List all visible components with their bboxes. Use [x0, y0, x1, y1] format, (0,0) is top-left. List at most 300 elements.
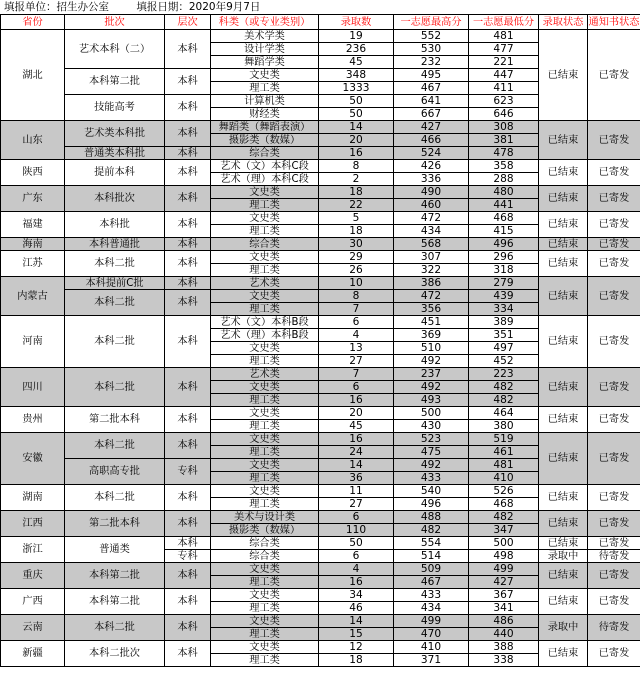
- max-score-cell: 434: [394, 602, 469, 615]
- category-cell: 艺术类: [211, 368, 319, 381]
- category-cell: 理工类: [211, 82, 319, 95]
- status-cell: 已结束: [539, 485, 588, 511]
- min-score-cell: 526: [469, 485, 539, 498]
- status-cell: 已结束: [539, 563, 588, 589]
- category-cell: 舞蹈类（舞蹈表演）: [211, 121, 319, 134]
- table-row: [1, 186, 640, 199]
- level-cell: 本科: [165, 186, 211, 212]
- status-cell: 已结束: [539, 212, 588, 238]
- min-score-cell: 411: [469, 82, 539, 95]
- max-score-cell: 492: [394, 381, 469, 394]
- status-cell: 已结束: [539, 160, 588, 186]
- max-score-cell: 460: [394, 199, 469, 212]
- filing-unit: 填报单位：招生办公室: [4, 1, 109, 13]
- max-score-cell: 554: [394, 537, 469, 550]
- min-score-cell: 623: [469, 95, 539, 108]
- category-cell: 艺术（理）本科B段: [211, 329, 319, 342]
- max-score-cell: 514: [394, 550, 469, 563]
- status-cell: 录取中: [539, 615, 588, 641]
- category-cell: 舞蹈学类: [211, 56, 319, 69]
- count-cell: 50: [319, 537, 394, 550]
- count-cell: 236: [319, 43, 394, 56]
- min-score-cell: 464: [469, 407, 539, 420]
- table-row: [1, 563, 640, 576]
- category-cell: 综合类: [211, 147, 319, 160]
- col-status-header: 录取状态: [539, 15, 588, 30]
- count-cell: 10: [319, 277, 394, 290]
- table-row: [1, 277, 640, 290]
- count-cell: 26: [319, 264, 394, 277]
- count-cell: 46: [319, 602, 394, 615]
- level-cell: 本科: [165, 537, 211, 550]
- count-cell: 6: [319, 550, 394, 563]
- status-cell: 已结束: [539, 511, 588, 537]
- category-cell: 文史类: [211, 485, 319, 498]
- province-cell: 安徽: [1, 433, 65, 485]
- level-cell: 本科: [165, 69, 211, 95]
- level-cell: 本科: [165, 277, 211, 290]
- batch-cell: 本科二批: [65, 316, 165, 368]
- level-cell: 本科: [165, 511, 211, 537]
- max-score-cell: 552: [394, 30, 469, 43]
- form-header: [0, 0, 640, 14]
- notice-cell: 已寄发: [588, 160, 640, 186]
- min-score-cell: 480: [469, 186, 539, 199]
- count-cell: 7: [319, 303, 394, 316]
- count-cell: 13: [319, 342, 394, 355]
- notice-cell: 已寄发: [588, 485, 640, 511]
- count-cell: 7: [319, 368, 394, 381]
- max-score-cell: 493: [394, 394, 469, 407]
- min-score-cell: 468: [469, 498, 539, 511]
- max-score-cell: 475: [394, 446, 469, 459]
- min-score-cell: 334: [469, 303, 539, 316]
- min-score-cell: 498: [469, 550, 539, 563]
- admissions-table: [0, 14, 640, 667]
- max-score-cell: 500: [394, 407, 469, 420]
- batch-cell: 本科二批: [65, 433, 165, 459]
- category-cell: 设计学类: [211, 43, 319, 56]
- category-cell: 艺术（理）本科C段: [211, 173, 319, 186]
- count-cell: 6: [319, 381, 394, 394]
- count-cell: 36: [319, 472, 394, 485]
- category-cell: 综合类: [211, 550, 319, 563]
- count-cell: 12: [319, 641, 394, 654]
- table-row: [1, 238, 640, 251]
- batch-cell: 普通类: [65, 537, 165, 563]
- status-cell: 已结束: [539, 186, 588, 212]
- max-score-cell: 356: [394, 303, 469, 316]
- province-cell: 湖南: [1, 485, 65, 511]
- province-cell: 山东: [1, 121, 65, 160]
- notice-cell: 已寄发: [588, 407, 640, 433]
- batch-cell: 艺术类本科批: [65, 121, 165, 147]
- notice-cell: 已寄发: [588, 186, 640, 212]
- category-cell: 文史类: [211, 251, 319, 264]
- batch-cell: 高职高专批: [65, 459, 165, 485]
- max-score-cell: 568: [394, 238, 469, 251]
- max-score-cell: 641: [394, 95, 469, 108]
- max-score-cell: 307: [394, 251, 469, 264]
- min-score-cell: 496: [469, 238, 539, 251]
- max-score-cell: 482: [394, 524, 469, 537]
- min-score-cell: 478: [469, 147, 539, 160]
- max-score-cell: 467: [394, 576, 469, 589]
- status-cell: 录取中: [539, 550, 588, 563]
- province-cell: 浙江: [1, 537, 65, 563]
- province-cell: 陕西: [1, 160, 65, 186]
- category-cell: 财经类: [211, 108, 319, 121]
- level-cell: 本科: [165, 563, 211, 589]
- max-score-cell: 488: [394, 511, 469, 524]
- min-score-cell: 381: [469, 134, 539, 147]
- batch-cell: 第二批本科: [65, 407, 165, 433]
- table-row: [1, 615, 640, 628]
- category-cell: 理工类: [211, 420, 319, 433]
- max-score-cell: 232: [394, 56, 469, 69]
- max-score-cell: 426: [394, 160, 469, 173]
- level-cell: 本科: [165, 316, 211, 368]
- batch-cell: 本科第二批: [65, 589, 165, 615]
- province-cell: 福建: [1, 212, 65, 238]
- min-score-cell: 308: [469, 121, 539, 134]
- level-cell: 本科: [165, 368, 211, 407]
- province-cell: 江苏: [1, 251, 65, 277]
- min-score-cell: 415: [469, 225, 539, 238]
- batch-cell: 本科提前C批: [65, 277, 165, 290]
- category-cell: 文史类: [211, 459, 319, 472]
- max-score-cell: 433: [394, 589, 469, 602]
- min-score-cell: 482: [469, 394, 539, 407]
- notice-cell: 已寄发: [588, 511, 640, 537]
- count-cell: 6: [319, 316, 394, 329]
- max-score-cell: 434: [394, 225, 469, 238]
- max-score-cell: 492: [394, 355, 469, 368]
- category-cell: 文史类: [211, 589, 319, 602]
- header-row: [1, 15, 640, 30]
- col-notice-header: 通知书状态: [588, 16, 640, 28]
- count-cell: 8: [319, 160, 394, 173]
- notice-cell: 已寄发: [588, 589, 640, 615]
- batch-cell: 本科普通批: [65, 238, 165, 251]
- count-cell: 348: [319, 69, 394, 82]
- max-score-cell: 492: [394, 459, 469, 472]
- table-row: [1, 433, 640, 446]
- count-cell: 2: [319, 173, 394, 186]
- min-score-cell: 482: [469, 381, 539, 394]
- level-cell: 本科: [165, 407, 211, 433]
- max-score-cell: 509: [394, 563, 469, 576]
- notice-cell: 已寄发: [588, 121, 640, 160]
- table-row: [1, 641, 640, 654]
- category-cell: 理工类: [211, 303, 319, 316]
- min-score-cell: 482: [469, 511, 539, 524]
- level-cell: 本科: [165, 30, 211, 69]
- min-score-cell: 296: [469, 251, 539, 264]
- category-cell: 文史类: [211, 290, 319, 303]
- count-cell: 27: [319, 355, 394, 368]
- min-score-cell: 500: [469, 537, 539, 550]
- col-count-header: 录取数: [319, 15, 394, 30]
- notice-cell: 已寄发: [588, 537, 640, 550]
- category-cell: 艺术（文）本科B段: [211, 316, 319, 329]
- max-score-cell: 336: [394, 173, 469, 186]
- table-row: [1, 30, 640, 43]
- status-cell: 已结束: [539, 251, 588, 277]
- max-score-cell: 386: [394, 277, 469, 290]
- status-cell: 已结束: [539, 407, 588, 433]
- category-cell: 文史类: [211, 641, 319, 654]
- notice-cell: 已寄发: [588, 238, 640, 251]
- notice-cell: 已寄发: [588, 212, 640, 238]
- table-row: [1, 251, 640, 264]
- min-score-cell: 288: [469, 173, 539, 186]
- min-score-cell: 481: [469, 30, 539, 43]
- max-score-cell: 433: [394, 472, 469, 485]
- count-cell: 1333: [319, 82, 394, 95]
- max-score-cell: 495: [394, 69, 469, 82]
- count-cell: 29: [319, 251, 394, 264]
- category-cell: 理工类: [211, 394, 319, 407]
- min-score-cell: 439: [469, 290, 539, 303]
- min-score-cell: 427: [469, 576, 539, 589]
- category-cell: 理工类: [211, 602, 319, 615]
- min-score-cell: 223: [469, 368, 539, 381]
- max-score-cell: 470: [394, 628, 469, 641]
- min-score-cell: 477: [469, 43, 539, 56]
- category-cell: 综合类: [211, 238, 319, 251]
- max-score-cell: 499: [394, 615, 469, 628]
- level-cell: 本科: [165, 121, 211, 147]
- count-cell: 6: [319, 511, 394, 524]
- max-score-cell: 430: [394, 420, 469, 433]
- max-score-cell: 451: [394, 316, 469, 329]
- province-cell: 广东: [1, 186, 65, 212]
- count-cell: 20: [319, 407, 394, 420]
- province-cell: 贵州: [1, 407, 65, 433]
- count-cell: 16: [319, 576, 394, 589]
- category-cell: 文史类: [211, 407, 319, 420]
- category-cell: 文史类: [211, 433, 319, 446]
- count-cell: 19: [319, 30, 394, 43]
- category-cell: 文史类: [211, 381, 319, 394]
- count-cell: 8: [319, 290, 394, 303]
- category-cell: 艺术类: [211, 277, 319, 290]
- notice-cell: 已寄发: [588, 277, 640, 316]
- category-cell: 理工类: [211, 472, 319, 485]
- province-cell: 四川: [1, 368, 65, 407]
- category-cell: 理工类: [211, 654, 319, 667]
- notice-cell: 待寄发: [588, 615, 640, 641]
- min-score-cell: 461: [469, 446, 539, 459]
- min-score-cell: 497: [469, 342, 539, 355]
- batch-cell: 本科二批: [65, 290, 165, 316]
- min-score-cell: 221: [469, 56, 539, 69]
- count-cell: 14: [319, 615, 394, 628]
- notice-cell: 已寄发: [588, 433, 640, 485]
- category-cell: 文史类: [211, 186, 319, 199]
- max-score-cell: 237: [394, 368, 469, 381]
- batch-cell: 本科二批: [65, 485, 165, 511]
- status-cell: 已结束: [539, 433, 588, 485]
- category-cell: 美术与设计类: [211, 511, 319, 524]
- province-cell: 内蒙古: [1, 277, 65, 316]
- batch-cell: 本科二批: [65, 615, 165, 641]
- min-score-cell: 499: [469, 563, 539, 576]
- min-score-cell: 440: [469, 628, 539, 641]
- table-row: [1, 368, 640, 381]
- count-cell: 45: [319, 420, 394, 433]
- batch-cell: 本科二批次: [65, 641, 165, 667]
- category-cell: 理工类: [211, 446, 319, 459]
- level-cell: 专科: [165, 550, 211, 563]
- category-cell: 综合类: [211, 537, 319, 550]
- min-score-cell: 519: [469, 433, 539, 446]
- category-cell: 摄影类（数媒）: [211, 524, 319, 537]
- table-row: [1, 160, 640, 173]
- max-score-cell: 472: [394, 290, 469, 303]
- min-score-cell: 447: [469, 69, 539, 82]
- level-cell: 本科: [165, 95, 211, 121]
- count-cell: 20: [319, 134, 394, 147]
- max-score-cell: 369: [394, 329, 469, 342]
- batch-cell: 第二批本科: [65, 511, 165, 537]
- category-cell: 文史类: [211, 69, 319, 82]
- level-cell: 本科: [165, 238, 211, 251]
- count-cell: 24: [319, 446, 394, 459]
- count-cell: 16: [319, 394, 394, 407]
- province-cell: 河南: [1, 316, 65, 368]
- level-cell: 本科: [165, 147, 211, 160]
- max-score-cell: 322: [394, 264, 469, 277]
- category-cell: 理工类: [211, 199, 319, 212]
- batch-cell: 本科二批: [65, 251, 165, 277]
- max-score-cell: 467: [394, 82, 469, 95]
- level-cell: 本科: [165, 212, 211, 238]
- max-score-cell: 496: [394, 498, 469, 511]
- level-cell: 本科: [165, 290, 211, 316]
- table-row: [1, 121, 640, 134]
- level-cell: 本科: [165, 251, 211, 277]
- max-score-cell: 523: [394, 433, 469, 446]
- batch-cell: 本科二批: [65, 368, 165, 407]
- min-score-cell: 358: [469, 160, 539, 173]
- status-cell: 已结束: [539, 641, 588, 667]
- batch-cell: 本科批: [65, 212, 165, 238]
- count-cell: 18: [319, 654, 394, 667]
- min-score-cell: 338: [469, 654, 539, 667]
- status-cell: 已结束: [539, 368, 588, 407]
- batch-cell: 本科第二批: [65, 563, 165, 589]
- count-cell: 15: [319, 628, 394, 641]
- category-cell: 理工类: [211, 628, 319, 641]
- col-level-header: 层次: [165, 15, 211, 30]
- category-cell: 理工类: [211, 225, 319, 238]
- status-cell: 已结束: [539, 30, 588, 121]
- count-cell: 110: [319, 524, 394, 537]
- max-score-cell: 466: [394, 134, 469, 147]
- notice-cell: 待寄发: [588, 550, 640, 563]
- batch-cell: 技能高考: [65, 95, 165, 121]
- category-cell: 理工类: [211, 576, 319, 589]
- count-cell: 18: [319, 225, 394, 238]
- filing-date: 填报日期：2020年9月7日: [136, 1, 261, 13]
- min-score-cell: 341: [469, 602, 539, 615]
- category-cell: 理工类: [211, 355, 319, 368]
- status-cell: 已结束: [539, 277, 588, 316]
- count-cell: 16: [319, 147, 394, 160]
- province-cell: 重庆: [1, 563, 65, 589]
- province-cell: 湖北: [1, 30, 65, 121]
- notice-cell: 已寄发: [588, 563, 640, 589]
- category-cell: 计算机类: [211, 95, 319, 108]
- count-cell: 4: [319, 563, 394, 576]
- notice-cell: 已寄发: [588, 316, 640, 368]
- status-cell: 已结束: [539, 316, 588, 368]
- province-cell: 广西: [1, 589, 65, 615]
- count-cell: 45: [319, 56, 394, 69]
- notice-cell: 已寄发: [588, 30, 640, 121]
- table-row: [1, 511, 640, 524]
- max-score-cell: 524: [394, 147, 469, 160]
- min-score-cell: 347: [469, 524, 539, 537]
- level-cell: 本科: [165, 433, 211, 459]
- max-score-cell: 427: [394, 121, 469, 134]
- count-cell: 4: [319, 329, 394, 342]
- notice-cell: 已寄发: [588, 368, 640, 407]
- level-cell: 本科: [165, 641, 211, 667]
- province-cell: 江西: [1, 511, 65, 537]
- min-score-cell: 380: [469, 420, 539, 433]
- max-score-cell: 371: [394, 654, 469, 667]
- min-score-cell: 468: [469, 212, 539, 225]
- min-score-cell: 279: [469, 277, 539, 290]
- min-score-cell: 441: [469, 199, 539, 212]
- category-cell: 摄影类（数媒）: [211, 134, 319, 147]
- col-max-header: 一志愿最高分: [394, 15, 469, 30]
- notice-cell: 已寄发: [588, 641, 640, 667]
- max-score-cell: 530: [394, 43, 469, 56]
- count-cell: 14: [319, 121, 394, 134]
- max-score-cell: 472: [394, 212, 469, 225]
- batch-cell: 艺术本科（二）: [65, 30, 165, 69]
- count-cell: 34: [319, 589, 394, 602]
- count-cell: 30: [319, 238, 394, 251]
- status-cell: 已结束: [539, 121, 588, 160]
- category-cell: 理工类: [211, 498, 319, 511]
- category-cell: 文史类: [211, 342, 319, 355]
- level-cell: 本科: [165, 615, 211, 641]
- province-cell: 新疆: [1, 641, 65, 667]
- count-cell: 16: [319, 433, 394, 446]
- table-row: [1, 407, 640, 420]
- batch-cell: 提前本科: [65, 160, 165, 186]
- category-cell: 艺术（文）本科C段: [211, 160, 319, 173]
- status-cell: 已结束: [539, 589, 588, 615]
- status-cell: 已结束: [539, 238, 588, 251]
- min-score-cell: 410: [469, 472, 539, 485]
- count-cell: 14: [319, 459, 394, 472]
- min-score-cell: 367: [469, 589, 539, 602]
- min-score-cell: 646: [469, 108, 539, 121]
- max-score-cell: 510: [394, 342, 469, 355]
- level-cell: 专科: [165, 459, 211, 485]
- category-cell: 文史类: [211, 563, 319, 576]
- table-row: [1, 316, 640, 329]
- min-score-cell: 389: [469, 316, 539, 329]
- min-score-cell: 486: [469, 615, 539, 628]
- table-row: [1, 589, 640, 602]
